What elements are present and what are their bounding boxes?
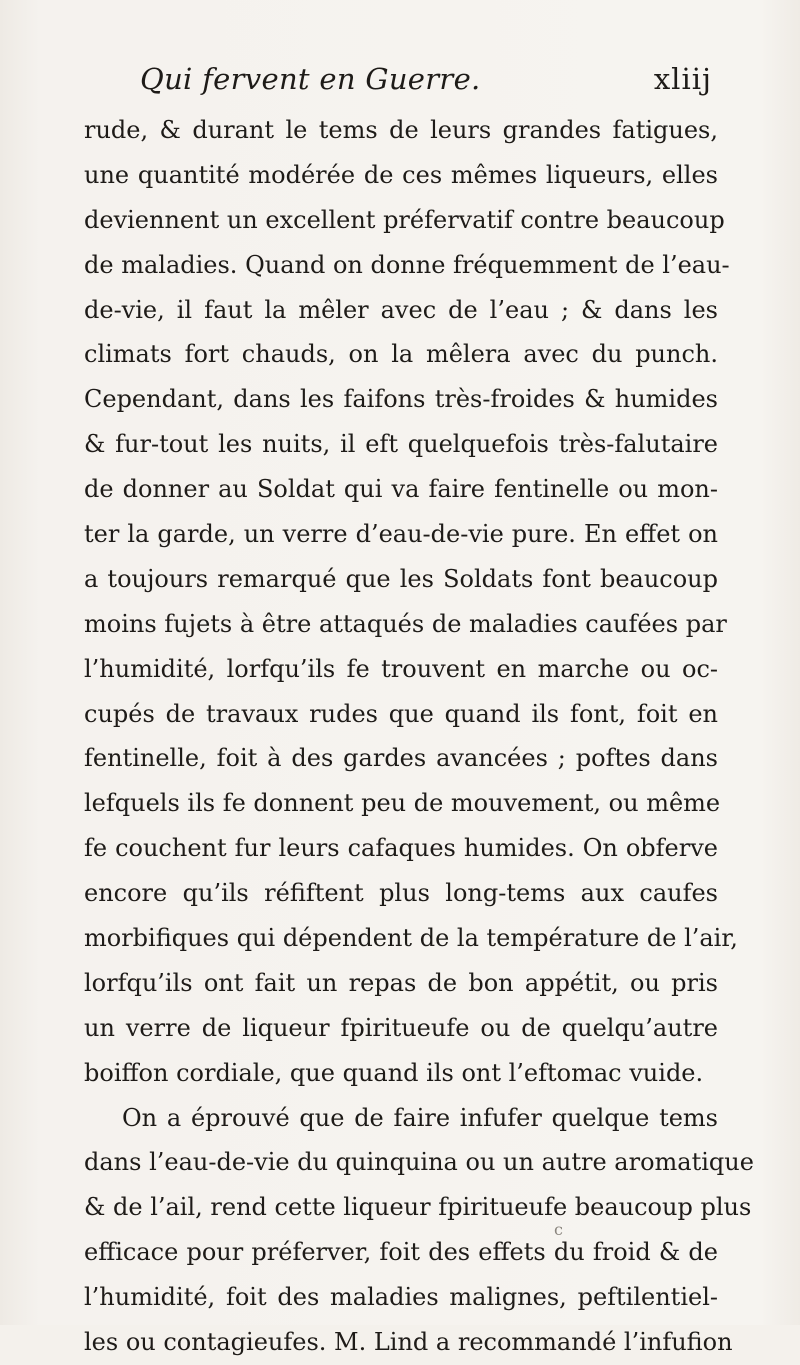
body-text bbox=[84, 108, 754, 1365]
text-line: a toujours remarqué que les Soldats font beaucoup bbox=[84, 564, 718, 593]
text-line: de-vie, il faut la mêler avec de l’eau ; & dans les bbox=[84, 295, 718, 324]
text-line: de maladies. Quand on donne fréquemment de l’eau- bbox=[84, 250, 730, 279]
text-line: fe couchent fur leurs cafaques humides. On obferve bbox=[84, 834, 718, 863]
page-mark: c bbox=[554, 1220, 563, 1239]
text-line: moins fujets à être attaqués de maladies caufées par bbox=[84, 609, 727, 638]
text-line: fentinelle, foit à des gardes avancées ; poftes dans bbox=[84, 744, 718, 773]
text-line: encore qu’ils réfiftent plus long-tems aux caufes bbox=[84, 879, 718, 908]
page-header bbox=[140, 62, 712, 102]
text-line: lefquels ils fe donnent peu de mouvement, ou même bbox=[84, 789, 721, 818]
text-line: les ou contagieufes. M. Lind a recommandé l’infufion bbox=[84, 1328, 733, 1357]
text-line: climats fort chauds, on la mêlera avec du punch. bbox=[84, 340, 718, 369]
text-line: l’humidité, lorfqu’ils fe trouvent en marche ou oc- bbox=[84, 654, 718, 683]
text-line: de donner au Soldat qui va faire fentinelle ou mon- bbox=[84, 475, 718, 504]
text-line: lorfqu’ils ont fait un repas de bon appétit, ou pris bbox=[84, 968, 718, 997]
text-line: & fur-tout les nuits, il eft quelquefois très-falutaire bbox=[84, 430, 718, 459]
text-line: boiffon cordiale, que quand ils ont l’eftomac vuide. bbox=[84, 1058, 704, 1087]
text-line: & de l’ail, rend cette liqueur fpiritueufe beaucoup plus bbox=[84, 1193, 752, 1222]
text-line: ter la garde, un verre d’eau-de-vie pure. En effet on bbox=[84, 520, 718, 549]
text-line: On a éprouvé que de faire infufer quelque tems bbox=[122, 1103, 718, 1132]
text-line: morbifiques qui dépendent de la température de l’air, bbox=[84, 924, 738, 953]
text-line: l’humidité, foit des maladies malignes, peftilentiel- bbox=[84, 1283, 718, 1312]
text-line: Cependant, dans les faifons très-froides & humides bbox=[84, 385, 718, 414]
text-line: un verre de liqueur fpiritueufe ou de quelqu’autre bbox=[84, 1013, 718, 1042]
running-title: Qui fervent en Guerre. bbox=[140, 62, 481, 96]
text-line: deviennent un excellent préfervatif contre beaucoup bbox=[84, 205, 725, 234]
text-line: efficace pour préferver, foit des effets du froid & de bbox=[84, 1238, 718, 1267]
text-line: dans l’eau-de-vie du quinquina ou un autre aromatique bbox=[84, 1148, 754, 1177]
text-line: rude, & durant le tems de leurs grandes fatigues, bbox=[84, 116, 718, 144]
page-number: xliij bbox=[653, 62, 712, 96]
text-line: une quantité modérée de ces mêmes liqueurs, elles bbox=[84, 160, 718, 189]
text-line: cupés de travaux rudes que quand ils font, foit en bbox=[84, 699, 718, 728]
